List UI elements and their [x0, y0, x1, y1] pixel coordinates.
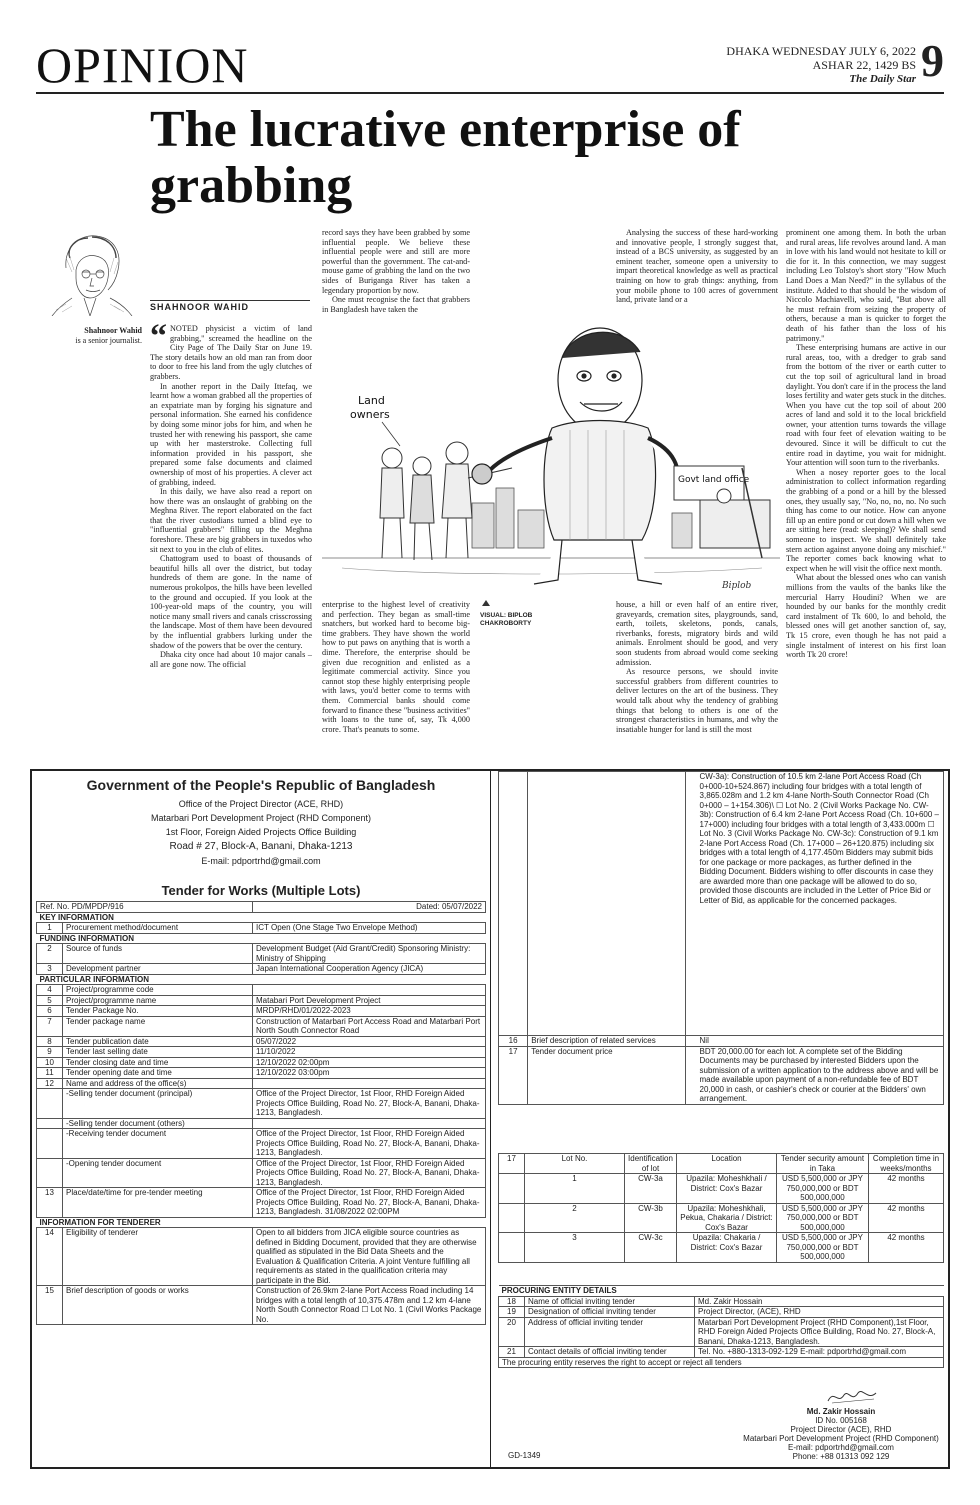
article-column-3-top — [616, 228, 778, 316]
row-value: Office of the Project Director, 1st Floor, RHD Foreign Aided Projects Office Building, Road No. 27, Block-A, Banani, Dhaka-1213, Bangladesh. — [253, 1089, 486, 1119]
row-value: 12/10/2022 02:00pm — [253, 1057, 486, 1068]
signature-mark — [824, 1385, 884, 1407]
row-label: Contact details of official inviting tender — [525, 1347, 695, 1358]
byline: SHAHNOOR WAHID — [150, 302, 249, 312]
row-label: -Selling tender document (principal) — [63, 1089, 253, 1119]
paragraph: When a nosey reporter goes to the local administration to collect information regarding the grabbing of a pond or a hill by the blessed ones, they usually say, "No, no, no, no. No such thing has come to our notice. How can anyone fill up an entire pond or cut down a hill when we are sitting here (read: sleeping)? We shall send someone to inspect. We shall definitely take stern action against anyone doing any mischief." The reporter comes back knowing what to expect when he will visit the office next month. — [786, 467, 946, 573]
lot-row — [499, 1233, 944, 1263]
row-number: 18 — [499, 1296, 525, 1307]
lot-id: CW-3b — [625, 1203, 677, 1233]
lot-row — [499, 1203, 944, 1233]
date-text: DHAKA WEDNESDAY JULY 6, 2022 — [726, 44, 916, 58]
ad-code: GD-1349 — [508, 1451, 541, 1460]
row-label: -Selling tender document (others) — [63, 1118, 253, 1129]
bangla-date-text: ASHAR 22, 1429 BS — [812, 58, 916, 72]
row-label: Name and address of the office(s) — [63, 1078, 253, 1089]
office-line: Matarbari Port Development Project (RHD Component) — [150, 813, 372, 823]
row-label: Designation of official inviting tender — [525, 1307, 695, 1318]
paragraph: prominent one among them. In both the urban and rural areas, life revolves around land. A man in love with his land would not hesitate to kill or die for it. In this connection, we may suggest including Leo Tolstoy's short story "How Much Land Does a Man Need?" in the syllabus of the institute. Added to that should be the wisdom of Niccolo Machiavelli, who said, "But above all he must refrain from seizing the property of others, because a man is quicker to forget the death of his father than the loss of his patrimony." — [786, 228, 946, 343]
reserve-row — [499, 1357, 944, 1368]
sig-name: Md. Zakir Hossain — [806, 1407, 876, 1416]
row-number: 20 — [499, 1317, 525, 1347]
row-label: -Opening tender document — [63, 1158, 253, 1188]
gov-title: Government of the People's Republic of Bangladesh — [86, 777, 436, 793]
row-number: 15 — [37, 1286, 63, 1325]
table-row — [499, 772, 944, 1036]
tender-left-panel — [32, 771, 490, 1467]
section-row — [37, 1217, 486, 1228]
reserve-note: The procuring entity reserves the right to accept or reject all tenders — [499, 1357, 944, 1368]
lot-id: CW-3a — [625, 1174, 677, 1204]
row-value: 05/07/2022 — [253, 1036, 486, 1047]
row-label: Tender package name — [63, 1016, 253, 1036]
row-number: 8 — [37, 1036, 63, 1047]
table-row — [37, 923, 486, 934]
lot-number: 2 — [525, 1203, 625, 1233]
row-number: 5 — [37, 995, 63, 1006]
article-column-3-bottom — [616, 600, 778, 762]
table-row — [37, 1036, 486, 1047]
table-row — [499, 1046, 944, 1104]
row-number: 16 — [499, 1036, 528, 1047]
office-line: Road # 27, Block-A, Banani, Dhaka-1213 — [169, 841, 353, 852]
lot-completion: 42 months — [869, 1174, 944, 1204]
row-label: Name of official inviting tender — [525, 1296, 695, 1307]
paragraph: NOTED physicist a victim of land grabbing," screamed the headline on the City Page of The Daily Star on June 19. The story details how an old man ran from door to door to free his land from the ugly clutches of grabbers. — [150, 324, 312, 381]
table-row — [37, 1016, 486, 1036]
credit-visual: VISUAL: BIPLOB — [480, 612, 533, 619]
table-row — [37, 1089, 486, 1119]
row-number: 13 — [37, 1188, 63, 1218]
table-row — [37, 1129, 486, 1159]
row-number: 14 — [37, 1228, 63, 1286]
section-row — [499, 1286, 944, 1297]
paragraph: In this daily, we have also read a report on how there was an onslaught of grabbing on the Meghna River. The report elaborated on the fact that the river custodians turned a blind eye to "influential grabbers" filling up the Meghna foreshore. These are big grabbers in tuxedos who sit next to you in the club of elites. — [150, 487, 312, 554]
table-row — [37, 1228, 486, 1286]
author-role: is a senior journalist. — [75, 336, 142, 345]
ref-no: Ref. No. PD/MPDP/916 — [37, 902, 253, 913]
paragraph: One must recognise the fact that grabbers in Bangladesh have taken the — [322, 295, 470, 314]
lot-spacer — [499, 1233, 525, 1263]
row-value: Open to all bidders from JICA eligible source countries as defined in Bidding Document, provided that they are otherwise qualified as stipulated in the Bid Data Sheets and the Evaluation & Qualification Criteria. A joint Venture fulfilling all requirements as stated in the qualification criteria may participate in the Bid. — [253, 1228, 486, 1286]
paragraph: Dhaka city once had about 10 major canals – all are gone now. The official — [150, 650, 312, 669]
row-number: 19 — [499, 1307, 525, 1318]
lot-number: 1 — [525, 1174, 625, 1204]
row-number — [37, 1118, 63, 1129]
lot-number: 3 — [525, 1233, 625, 1263]
table-row — [37, 1286, 486, 1325]
cartoon-label-land: Land — [358, 394, 385, 407]
section-title: OPINION — [36, 37, 249, 93]
lot-completion: 42 months — [869, 1233, 944, 1263]
table-row — [37, 1047, 486, 1058]
proc-rows — [499, 1286, 944, 1368]
lot-location: Upazila: Moheshkhali, Pekua, Chakaria / District: Cox's Bazar — [677, 1203, 777, 1233]
signature-block — [738, 1407, 944, 1461]
table-row — [499, 1347, 944, 1358]
table-row — [37, 964, 486, 975]
row-number: 6 — [37, 1006, 63, 1017]
row-number: 2 — [37, 944, 63, 964]
row-label: Brief description of goods or works — [63, 1286, 253, 1325]
tender-left-rows — [37, 902, 486, 1325]
row-number: 7 — [37, 1016, 63, 1036]
row-value: ICT Open (One Stage Two Envelope Method) — [253, 923, 486, 934]
cartoon-label-owners: owners — [350, 408, 390, 421]
row-label: Tender Package No. — [63, 1006, 253, 1017]
lot-description: CW-3a): Construction of 10.5 km 2-lane Port Access Road (Ch 0+000-10+524.867) including four bridges with a total length of 3,865.028m and 1.2 km 4-lane North-South Connector Road (Ch 0+000 – 1+154.306)\ ☐ Lot No. 2 (Civil Works Package No. CW-3b): Construction of 6.4 km 2-lane Port Access Road (Ch. 10+600 – 17+000) including four bridges with a total length of 3,433.000m ☐ Lot No. 3 (Civil Works Package No. CW-3c): Construction of 9.1 km 2-lane Port Access Road (Ch. 17+000 – 26+120.875) including six bridges with a total length of 4,177.450m Bidders may submit bids for one package or more packages, as further defined in the Bidding Document. Bidders wishing to offer discounts in case they are awarded more than one package will be allowed to do so, provided those discounts are included in the Letter of Price Bid or Letter of Bid, as applicable for the concerned packages. — [685, 772, 943, 1036]
row-value — [253, 1118, 486, 1129]
table-row — [37, 1188, 486, 1218]
drop-quote-mark: “ — [150, 324, 167, 355]
sig-title: Project Director (ACE), RHD — [790, 1425, 892, 1434]
lot-header-row: 17 Lot No. Identification of lot Location Tender security amount in Taka Completion time in weeks/months — [499, 1154, 944, 1174]
section-heading: INFORMATION FOR TENDERER — [37, 1217, 486, 1228]
lot-id: CW-3c — [625, 1233, 677, 1263]
sig-phone: Phone: +88 01313 092 129 — [792, 1452, 890, 1461]
lot-table — [498, 1153, 944, 1263]
row-label: -Receiving tender document — [63, 1129, 253, 1159]
row-value: Md. Zakir Hossain — [695, 1296, 944, 1307]
cartoon-label-office: Govt land office — [678, 475, 750, 485]
office-line: 1st Floor, Foreign Aided Projects Office Building — [165, 827, 357, 837]
paragraph: Chattogram used to boast of thousands of beautiful hills all over the district, but today hundreds of them are gone. In the name of numerous prokolpos, the hills have been levelled to the ground and occupied. If you look at the 100-year-old maps of the country, you will notice many small rivers and canals crisscrossing the landscape. Most of them have been devoured by the influential grabbers lurking under the shadow of the powers that be over the century. — [150, 554, 312, 650]
row-value: Japan International Cooperation Agency (JICA) — [253, 964, 486, 975]
row-value: Construction of 26.9km 2-lane Port Access Road including 14 bridges with a total length of 10,375.478m and 1.2 km 4-lane North South Connector Road ☐ Lot No. 1 (Civil Works Package No. — [253, 1286, 486, 1325]
row-label: Tender opening date and time — [63, 1068, 253, 1079]
row-label: Brief description of related services — [528, 1036, 685, 1047]
section-heading: PARTICULAR INFORMATION — [37, 974, 486, 985]
table-row — [37, 1057, 486, 1068]
tender-right-panel — [498, 771, 944, 1467]
tender-right-rows — [499, 1036, 944, 1105]
row-number: 12 — [37, 1078, 63, 1089]
section-heading: KEY INFORMATION — [37, 912, 486, 923]
table-row — [499, 1317, 944, 1347]
row-label: Project/programme code — [63, 985, 253, 996]
row-number — [37, 1158, 63, 1188]
row-number: 4 — [37, 985, 63, 996]
table-row — [37, 985, 486, 996]
row-value: BDT 20,000.00 for each lot. A complete set of the Bidding Documents may be purchased by interested Bidders upon the submission of a written application to the address above and will be made available upon payment of a non-refundable fee of BDT 20,000 in cash, or cashier's check or courier at the Bidders' own arrangement. — [685, 1046, 943, 1104]
row-number: 9 — [37, 1047, 63, 1058]
table-row — [499, 1307, 944, 1318]
table-row — [499, 1036, 944, 1047]
row-number: 3 — [37, 964, 63, 975]
row-value: Nil — [685, 1036, 943, 1047]
row-value: Matabari Port Development Project — [253, 995, 486, 1006]
article-column-2-top — [322, 228, 470, 316]
lot-location: Upazila: Moheshkhali / District: Cox's Bazar — [677, 1174, 777, 1204]
lot-security: USD 5,500,000 or JPY 750,000,000 or BDT 500,000,000 — [777, 1203, 869, 1233]
section-row — [37, 912, 486, 923]
sig-project: Matarbari Port Development Project (RHD Component) — [743, 1434, 939, 1443]
office-email: E-mail: pdportrhd@gmail.com — [201, 856, 321, 866]
row-label: Address of official inviting tender — [525, 1317, 695, 1347]
article-column-1 — [150, 324, 312, 762]
row-number: 17 — [499, 1046, 528, 1104]
byline-rule — [150, 300, 310, 301]
paragraph: Analysing the success of these hard-working and innovative people, I strongly suggest that, instead of a BCS university, as suggested by an eminent teacher, someone open a university to impart theoretical knowledge as well as practical training on how to grab things: anything, from your mobile phone to 100 acres of government land, private land or a — [616, 228, 778, 305]
dateline — [726, 44, 916, 86]
section-row — [37, 933, 486, 944]
office-line: Office of the Project Director (ACE, RHD) — [178, 799, 344, 809]
table-row — [37, 1078, 486, 1089]
lot-row — [499, 1174, 944, 1204]
credit-arrow-icon — [482, 600, 490, 606]
row-label: Procurement method/document — [63, 923, 253, 934]
ad-divider — [490, 771, 491, 1467]
row-label: Place/date/time for pre-tender meeting — [63, 1188, 253, 1218]
table-row — [37, 944, 486, 964]
paragraph: In another report in the Daily Ittefaq, we learnt how a woman grabbed all the properties of an expatriate man by forging his signature and personal information. She earned his confidence by doing some minor jobs for him, and when he trusted her with renewing his passport, she came up with her masterstroke. Collecting full information provided in his passport, she prepared some false documents and claimed ownership of most of his properties. A clever act of grabbing, indeed. — [150, 381, 312, 487]
lot-spacer — [499, 1174, 525, 1204]
cartoon-illustration — [322, 318, 780, 596]
lot-rows — [499, 1154, 944, 1263]
procuring-entity-table — [498, 1285, 944, 1368]
tender-title: Tender for Works (Multiple Lots) — [161, 883, 361, 898]
article-column-2-bottom — [322, 600, 470, 762]
row-label: Tender publication date — [63, 1036, 253, 1047]
row-number — [37, 1089, 63, 1119]
lot-spacer — [499, 1203, 525, 1233]
row-value: Construction of Matarbari Port Access Road and Matarbari Port North South Connector Road — [253, 1016, 486, 1036]
row-value: Office of the Project Director, 1st Floor, RHD Foreign Aided Projects Office Building, Road No. 27, Block-A, Banani, Dhaka-1213, Bangladesh. — [253, 1158, 486, 1188]
row-label: Source of funds — [63, 944, 253, 964]
row-value: Project Director, (ACE), RHD — [695, 1307, 944, 1318]
visual-credit — [480, 612, 532, 628]
row-value — [253, 1078, 486, 1089]
tender-right-table — [498, 771, 944, 1105]
table-row — [499, 1296, 944, 1307]
credit-name: CHAKROBORTY — [480, 620, 532, 627]
row-label: Tender document price — [528, 1046, 685, 1104]
lot-location: Upazila: Chakaria / District: Cox's Bazar — [677, 1233, 777, 1263]
sig-id: ID No. 005168 — [815, 1416, 867, 1425]
row-value: Office of the Project Director, 1st Floor, RHD Foreign Aided Projects Office Building, Road No. 27, Block-A, Banani, Dhaka-1213, Bangladesh. 31/08/2022 02:00PM — [253, 1188, 486, 1218]
row-value: Tel. No. +880-1313-092-129 E-mail: pdportrhd@gmail.com — [695, 1347, 944, 1358]
author-name: Shahnoor Wahid — [84, 326, 142, 335]
row-value — [253, 985, 486, 996]
row-label: Project/programme name — [63, 995, 253, 1006]
section-row — [37, 974, 486, 985]
paragraph: enterprise to the highest level of creativity and perfection. They began as small-time snatchers, but worked hard to become big-time grabbers. They have shown the world how to put paws on anything that is worth a dime. Therefore, the enterprise should be given due recognition and enlisted as a legitimate commercial activity. Since you cannot stop these highly enterprising people with laws, you'd better come to terms with them. Commercial banks should come forward to finance these "business activities" with loans to the tune of, say, Tk 4,000 crore. That's peanuts to some. — [322, 600, 470, 734]
row-value: Matarbari Port Development Project (RHD Component),1st Floor, RHD Foreign Aided Projects Office Building, Road No. 27, Block-A, Banani, Dhaka-1213, Bangladesh. — [695, 1317, 944, 1347]
table-row — [37, 995, 486, 1006]
paper-name: The Daily Star — [849, 73, 916, 85]
paragraph: These enterprising humans are active in our rural areas, too, with a dredger to grab sand from the bottom of the river or earth cutter to cut the top soil of agricultural land in broad daylight. You don't care if in the process the land loses fertility and water gets stuck in the ditches. When you have cut the top soil of about 200 acres of land and sold it to the local brickfield owner, your attention turns towards the village road with four feet of elevation waiting to be devoured. Since it will be difficult to cut the entire road in daytime, you wait for midnight. Your attention will soon turn to the riverbanks. — [786, 343, 946, 468]
row-value: Office of the Project Director, 1st Floor, RHD Foreign Aided Projects Office Building, Road No. 27, Block-A, Banani, Dhaka-1213, Bangladesh. — [253, 1129, 486, 1159]
paragraph: house, a hill or even half of an entire river, graveyards, cremation sites, playgrounds, sand, earth, toilets, skeletons, ponds, canals, riverbanks, forests, migratory birds and wild animals. Enrolment should be good, and very soon students from abroad would come seeking admission. — [616, 600, 778, 667]
article-column-4 — [786, 228, 946, 762]
tender-key-table — [36, 901, 486, 1325]
page-number: 9 — [921, 35, 944, 86]
table-row — [37, 1068, 486, 1079]
row-label: Eligibility of tenderer — [63, 1228, 253, 1286]
row-number: 21 — [499, 1347, 525, 1358]
row-number: 10 — [37, 1057, 63, 1068]
row-value: Development Budget (Aid Grant/Credit) Sponsoring Ministry: Ministry of Shipping — [253, 944, 486, 964]
row-value: 12/10/2022 03:00pm — [253, 1068, 486, 1079]
table-row — [37, 1006, 486, 1017]
tender-advertisement — [30, 769, 950, 1469]
row-label: Tender closing date and time — [63, 1057, 253, 1068]
lot-security: USD 5,500,000 or JPY 750,000,000 or BDT 500,000,000 — [777, 1233, 869, 1263]
proc-header: PROCURING ENTITY DETAILS — [499, 1286, 944, 1297]
dated: Dated: 05/07/2022 — [253, 902, 486, 913]
author-portrait — [36, 228, 144, 316]
row-label: Development partner — [63, 964, 253, 975]
ref-row — [37, 902, 486, 913]
row-number: 1 — [37, 923, 63, 934]
row-value: MRDP/RHD/01/2022-2023 — [253, 1006, 486, 1017]
paragraph: record says they have been grabbed by some influential people. We believe these influential people were and still are more powerful than the government. The cat-and-mouse game of grabbing the land on the two sides of Buriganga River has taken a legendary proportion by now. — [322, 228, 470, 295]
table-row — [37, 1118, 486, 1129]
row-label: Tender last selling date — [63, 1047, 253, 1058]
section-heading: FUNDING INFORMATION — [37, 933, 486, 944]
header-divider — [36, 92, 944, 94]
paragraph: What about the blessed ones who can vanish millions from the vaults of the banks like the mercurial Harry Houdini? When we are hounded by our banks for the monthly credit card instalment of Tk 600, lo and behold, the blessed ones will get another sanction of, say, Tk 15 crore, even though he has not paid a single instalment of interest on his first loan worth Tk 20 crore! — [786, 573, 946, 660]
headline: The lucrative enterprise of grabbing — [150, 101, 741, 214]
lot-completion: 42 months — [869, 1203, 944, 1233]
author-note — [36, 326, 142, 346]
table-row — [37, 1158, 486, 1188]
paragraph: As resource persons, we should invite successful grabbers from different countries to deliver lectures on the art of the business. They would talk about why the tendency of grabbing things that belong to others is one of the strongest characteristics in humans, and why the insatiable hunger for land is still the most — [616, 667, 778, 734]
row-number: 11 — [37, 1068, 63, 1079]
cartoon-signature: Biplob — [722, 581, 752, 591]
row-value: 11/10/2022 — [253, 1047, 486, 1058]
sig-email: E-mail: pdportrhd@gmail.com — [788, 1443, 894, 1452]
lot-security: USD 5,500,000 or JPY 750,000,000 or BDT 500,000,000 — [777, 1174, 869, 1204]
row-number — [37, 1129, 63, 1159]
